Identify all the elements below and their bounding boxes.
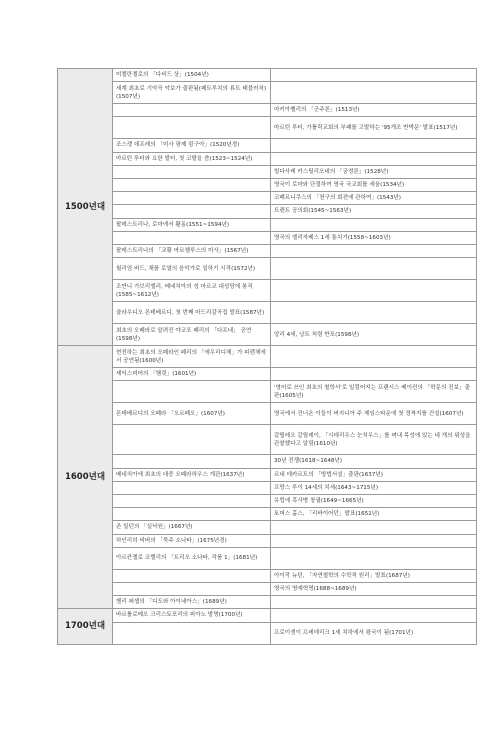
timeline-row — [58, 534, 477, 547]
world-event: 앙리 4세, 낭트 칙령 반포(1598년) — [271, 324, 477, 346]
world-event: 트렌트 공의회(1545~1563년) — [271, 205, 477, 218]
timeline-row — [58, 245, 477, 258]
empty-cell — [271, 69, 477, 82]
world-event: 마르틴 루터, 가톨릭교회의 부패를 고발하는 '95개조 반박문' 발표(1517년) — [271, 117, 477, 139]
timeline-row — [58, 508, 477, 521]
empty-cell — [113, 508, 271, 521]
music-event: 하인리히 비버의 「묵주 소나타」(1675년경) — [113, 534, 271, 547]
world-event: 프랑스 루이 14세의 치세(1643~1715년) — [271, 481, 477, 494]
empty-cell — [113, 117, 271, 139]
empty-cell — [113, 622, 271, 644]
world-event: 르네 데카르트의 「방법서설」출판(1637년) — [271, 468, 477, 481]
music-event: 존 밀턴의 「실낙원」(1667년) — [113, 521, 271, 534]
timeline-table — [57, 68, 477, 645]
timeline-row — [58, 280, 477, 302]
music-event: 마르틴 루터와 요한 발터, 첫 코랄을 씀(1523~1524년) — [113, 152, 271, 165]
timeline-row — [58, 481, 477, 494]
empty-cell — [271, 152, 477, 165]
empty-cell — [113, 495, 271, 508]
empty-cell — [113, 165, 271, 178]
empty-cell — [271, 534, 477, 547]
world-event: 갈릴레오 갈릴레이, 「시데리우스 눈치우스」를 펴내 목성에 있는 네 개의 위성을 관찰했다고 알림(1610년) — [271, 425, 477, 455]
empty-cell — [271, 596, 477, 609]
empty-cell — [113, 381, 271, 403]
empty-cell — [271, 368, 477, 381]
music-event: 현전하는 최초의 오페라인 페리의 「에우리디체」가 피렌체에서 공연됨(1600년) — [113, 346, 271, 368]
timeline-row — [58, 381, 477, 403]
world-event: 영국의 엘리자베스 1세 통치기(1558~1603년) — [271, 231, 477, 244]
empty-cell — [113, 481, 271, 494]
music-event: 팔레스트리나의 「교황 마르첼루스의 미사」(1567년) — [113, 245, 271, 258]
timeline-row — [58, 569, 477, 582]
timeline-row — [58, 82, 477, 104]
music-event: 조반니 가브리엘리, 베네치아의 성 마르코 대성당에 봉직(1585~1612년) — [113, 280, 271, 302]
empty-cell — [113, 231, 271, 244]
music-event: 조스캥 데프레의 「미사 팡제 링구아」(1520년경) — [113, 139, 271, 152]
empty-cell — [271, 218, 477, 231]
world-event: 유럽에 흑사병 창궐(1649~1665년) — [271, 495, 477, 508]
music-event: 아르칸젤로 코렐리의 「트리오 소나타, 작품 1」(1681년) — [113, 547, 271, 569]
empty-cell — [113, 205, 271, 218]
timeline-row — [58, 231, 477, 244]
timeline-row — [58, 583, 477, 596]
timeline-row — [58, 104, 477, 117]
music-event: 바르톨로메오 크리스토포리의 피아노 발명(1700년) — [113, 609, 271, 622]
timeline-row — [58, 139, 477, 152]
world-event: 프로이센이 프레데리크 1세 치하에서 왕국이 됨(1701년) — [271, 622, 477, 644]
timeline-row — [58, 425, 477, 455]
music-event: 셰익스피어의 「햄릿」(1601년) — [113, 368, 271, 381]
timeline-row — [58, 324, 477, 346]
empty-cell — [113, 425, 271, 455]
empty-cell — [271, 346, 477, 368]
world-event: 영국에서 건너온 이들이 버지니아 주 제임스타운에 첫 정착지를 건설(1607년) — [271, 403, 477, 425]
empty-cell — [271, 258, 477, 280]
world-event: 토머스 홉스, 「리바이어던」발표(1651년) — [271, 508, 477, 521]
timeline-row — [58, 258, 477, 280]
world-event: 영국이 로마와 단절하여 영국 국교회를 세움(1534년) — [271, 179, 477, 192]
timeline-row — [58, 218, 477, 231]
world-event: 코페르니쿠스의 「천구의 회전에 관하여」(1543년) — [271, 192, 477, 205]
timeline-row — [58, 495, 477, 508]
empty-cell — [271, 609, 477, 622]
empty-cell — [271, 82, 477, 104]
world-event: '영어로 쓰인 최초의 철학서'로 일컬어지는 프랜시스 베이컨의 「학문의 진보」출판(1605년) — [271, 381, 477, 403]
music-event: 클라우디오 몬테베르디, 첫 번째 마드리갈곡집 발표(1587년) — [113, 302, 271, 324]
empty-cell — [271, 245, 477, 258]
world-event: 영국의 명예혁명(1688~1689년) — [271, 583, 477, 596]
empty-cell — [271, 547, 477, 569]
empty-cell — [113, 192, 271, 205]
timeline-row — [58, 468, 477, 481]
century-label: 1600년대 — [58, 346, 113, 609]
music-event: 윌리엄 버드, 채플 로열의 음악가로 일하기 시작(1572년) — [113, 258, 271, 280]
empty-cell — [113, 455, 271, 468]
timeline-row — [58, 521, 477, 534]
music-event: 베네치아에 최초의 대중 오페라하우스 개관(1637년) — [113, 468, 271, 481]
world-event: 마키아벨리의 「군주론」(1513년) — [271, 104, 477, 117]
timeline-row — [58, 609, 477, 622]
empty-cell — [113, 569, 271, 582]
world-event: 30년 전쟁(1618~1648년) — [271, 455, 477, 468]
timeline-row — [58, 117, 477, 139]
timeline-row — [58, 192, 477, 205]
timeline-row — [58, 179, 477, 192]
empty-cell — [271, 302, 477, 324]
world-event: 아이작 뉴턴, 「자연철학의 수학적 원리」발표(1687년) — [271, 569, 477, 582]
empty-cell — [271, 139, 477, 152]
timeline-row — [58, 152, 477, 165]
century-label: 1500년대 — [58, 69, 113, 346]
empty-cell — [113, 583, 271, 596]
timeline-row — [58, 69, 477, 82]
world-event: 빌다사레 카스틸리오네의 「궁정론」(1528년) — [271, 165, 477, 178]
timeline-row — [58, 403, 477, 425]
empty-cell — [113, 179, 271, 192]
timeline-row — [58, 368, 477, 381]
music-event: 세계 최초로 기악곡 악보가 출판됨(페트루치의 류트 태블러처)(1507년) — [113, 82, 271, 104]
empty-cell — [271, 521, 477, 534]
timeline-row — [58, 596, 477, 609]
empty-cell — [113, 104, 271, 117]
empty-cell — [271, 280, 477, 302]
music-event: 미켈란젤로의 「다비드 상」(1504년) — [113, 69, 271, 82]
timeline-row — [58, 455, 477, 468]
music-event: 팔레스트리나, 로마에서 활동(1551~1594년) — [113, 218, 271, 231]
century-label: 1700년대 — [58, 609, 113, 644]
music-event: 최초의 오페라로 알려진 야코포 페리의 「다프네」 공연(1598년) — [113, 324, 271, 346]
timeline-body — [58, 69, 477, 645]
timeline-row — [58, 346, 477, 368]
timeline-row — [58, 622, 477, 644]
music-event: 몬테베르디의 오페라 「오르페오」(1607년) — [113, 403, 271, 425]
music-event: 헨리 퍼셀의 「디도와 아이네아스」(1689년) — [113, 596, 271, 609]
timeline-row — [58, 205, 477, 218]
timeline-row — [58, 547, 477, 569]
timeline-row — [58, 302, 477, 324]
timeline-row — [58, 165, 477, 178]
